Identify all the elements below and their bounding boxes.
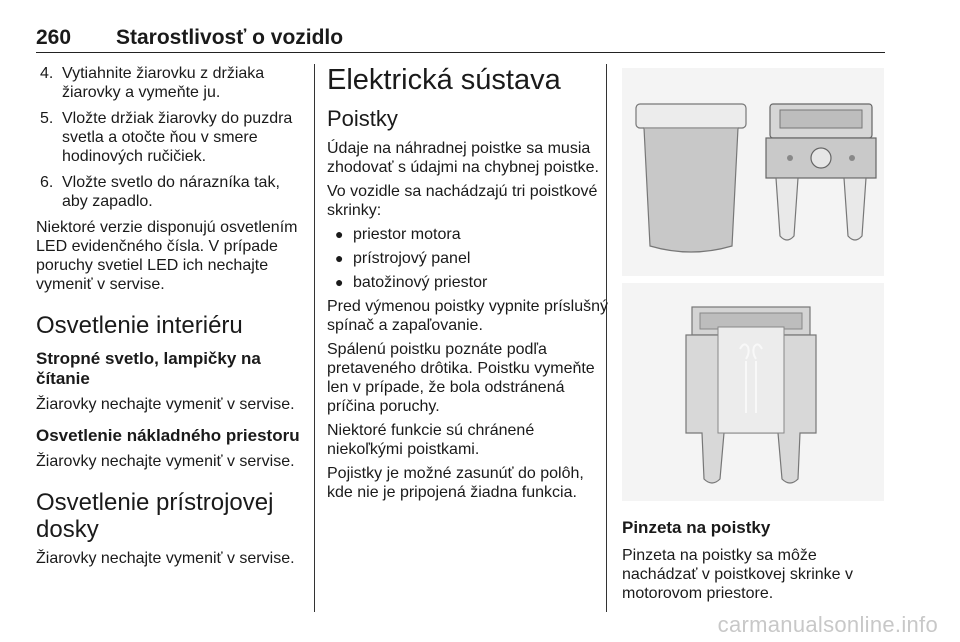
fuse-box-list: [327, 225, 609, 292]
fuses-paragraph: Niektoré funkcie sú chránené niekoľkými poistkami.: [327, 422, 535, 458]
cargo-light-text: Žiarovky nechajte vymeniť v servise.: [36, 453, 295, 470]
page-number: 260: [36, 26, 72, 49]
fuses-paragraph: Spálenú poistku poznáte podľa pretaveného drôtika. Poistku vymeňte len v prípade, že bola odstránená príčina poruchy.: [327, 341, 595, 415]
list-item: ● batožinový priestor: [335, 274, 488, 291]
column-divider: [314, 64, 315, 612]
dashboard-light-heading: Osvetlenie prístrojovej dosky: [36, 489, 274, 543]
dashboard-light-text: Žiarovky nechajte vymeniť v servise.: [36, 550, 295, 567]
fuse-tweezer-heading: Pinzeta na poistky: [622, 518, 771, 537]
page-header: [36, 26, 885, 53]
list-item: ● priestor motora: [335, 226, 461, 243]
ceiling-light-heading: Stropné svetlo, lampičky na čítanie: [36, 349, 261, 388]
fuses-paragraph: Pojistky je možné zasunúť do polôh, kde nie je pripojená žiadna funkcia.: [327, 465, 584, 501]
list-item: 4. Vytiahnite žiarovku z držiaka žiarovky a vymeňte ju.: [40, 65, 265, 101]
column-2: [327, 64, 609, 507]
bulb-steps-list: [36, 64, 306, 211]
led-note: Niektoré verzie disponujú osvetlením LED evidenčného čísla. V prípade poruchy svetiel LED ich nechajte vymeniť v servise.: [36, 219, 298, 293]
ceiling-light-text: Žiarovky nechajte vymeniť v servise.: [36, 396, 295, 413]
watermark: carmanualsonline.info: [717, 612, 938, 637]
list-item: ● prístrojový panel: [335, 250, 471, 267]
fuse-side-and-top-view: [622, 68, 884, 276]
fuse-illustration: [622, 68, 884, 276]
fuses-paragraph: Vo vozidle sa nachádzajú tri poistkové skrinky:: [327, 183, 598, 219]
fuses-paragraph: Pred výmenou poistky vypnite príslušný spínač a zapaľovanie.: [327, 298, 609, 334]
list-item: 5. Vložte držiak žiarovky do puzdra svetla a otočte ňou v smere hodinových ručičiek.: [40, 110, 293, 165]
fuses-heading: Poistky: [327, 106, 398, 131]
interior-lighting-heading: Osvetlenie interiéru: [36, 312, 243, 339]
cargo-light-heading: Osvetlenie nákladného priestoru: [36, 426, 300, 445]
fuses-paragraph: Údaje na náhradnej poistke sa musia zhodovať s údajmi na chybnej poistke.: [327, 140, 599, 176]
list-item: 6. Vložte svetlo do nárazníka tak, aby zapadlo.: [40, 174, 280, 210]
electrical-system-title: Elektrická sústava: [327, 64, 561, 96]
fuse-closeup-illustration: [622, 283, 884, 501]
chapter-title: Starostlivosť o vozidlo: [116, 26, 344, 49]
fuse-element-view: [622, 283, 884, 501]
column-1: [36, 64, 306, 573]
fuse-tweezer-text: Pinzeta na poistky sa môže nachádzať v poistkovej skrinke v motorovom priestore.: [622, 547, 853, 602]
